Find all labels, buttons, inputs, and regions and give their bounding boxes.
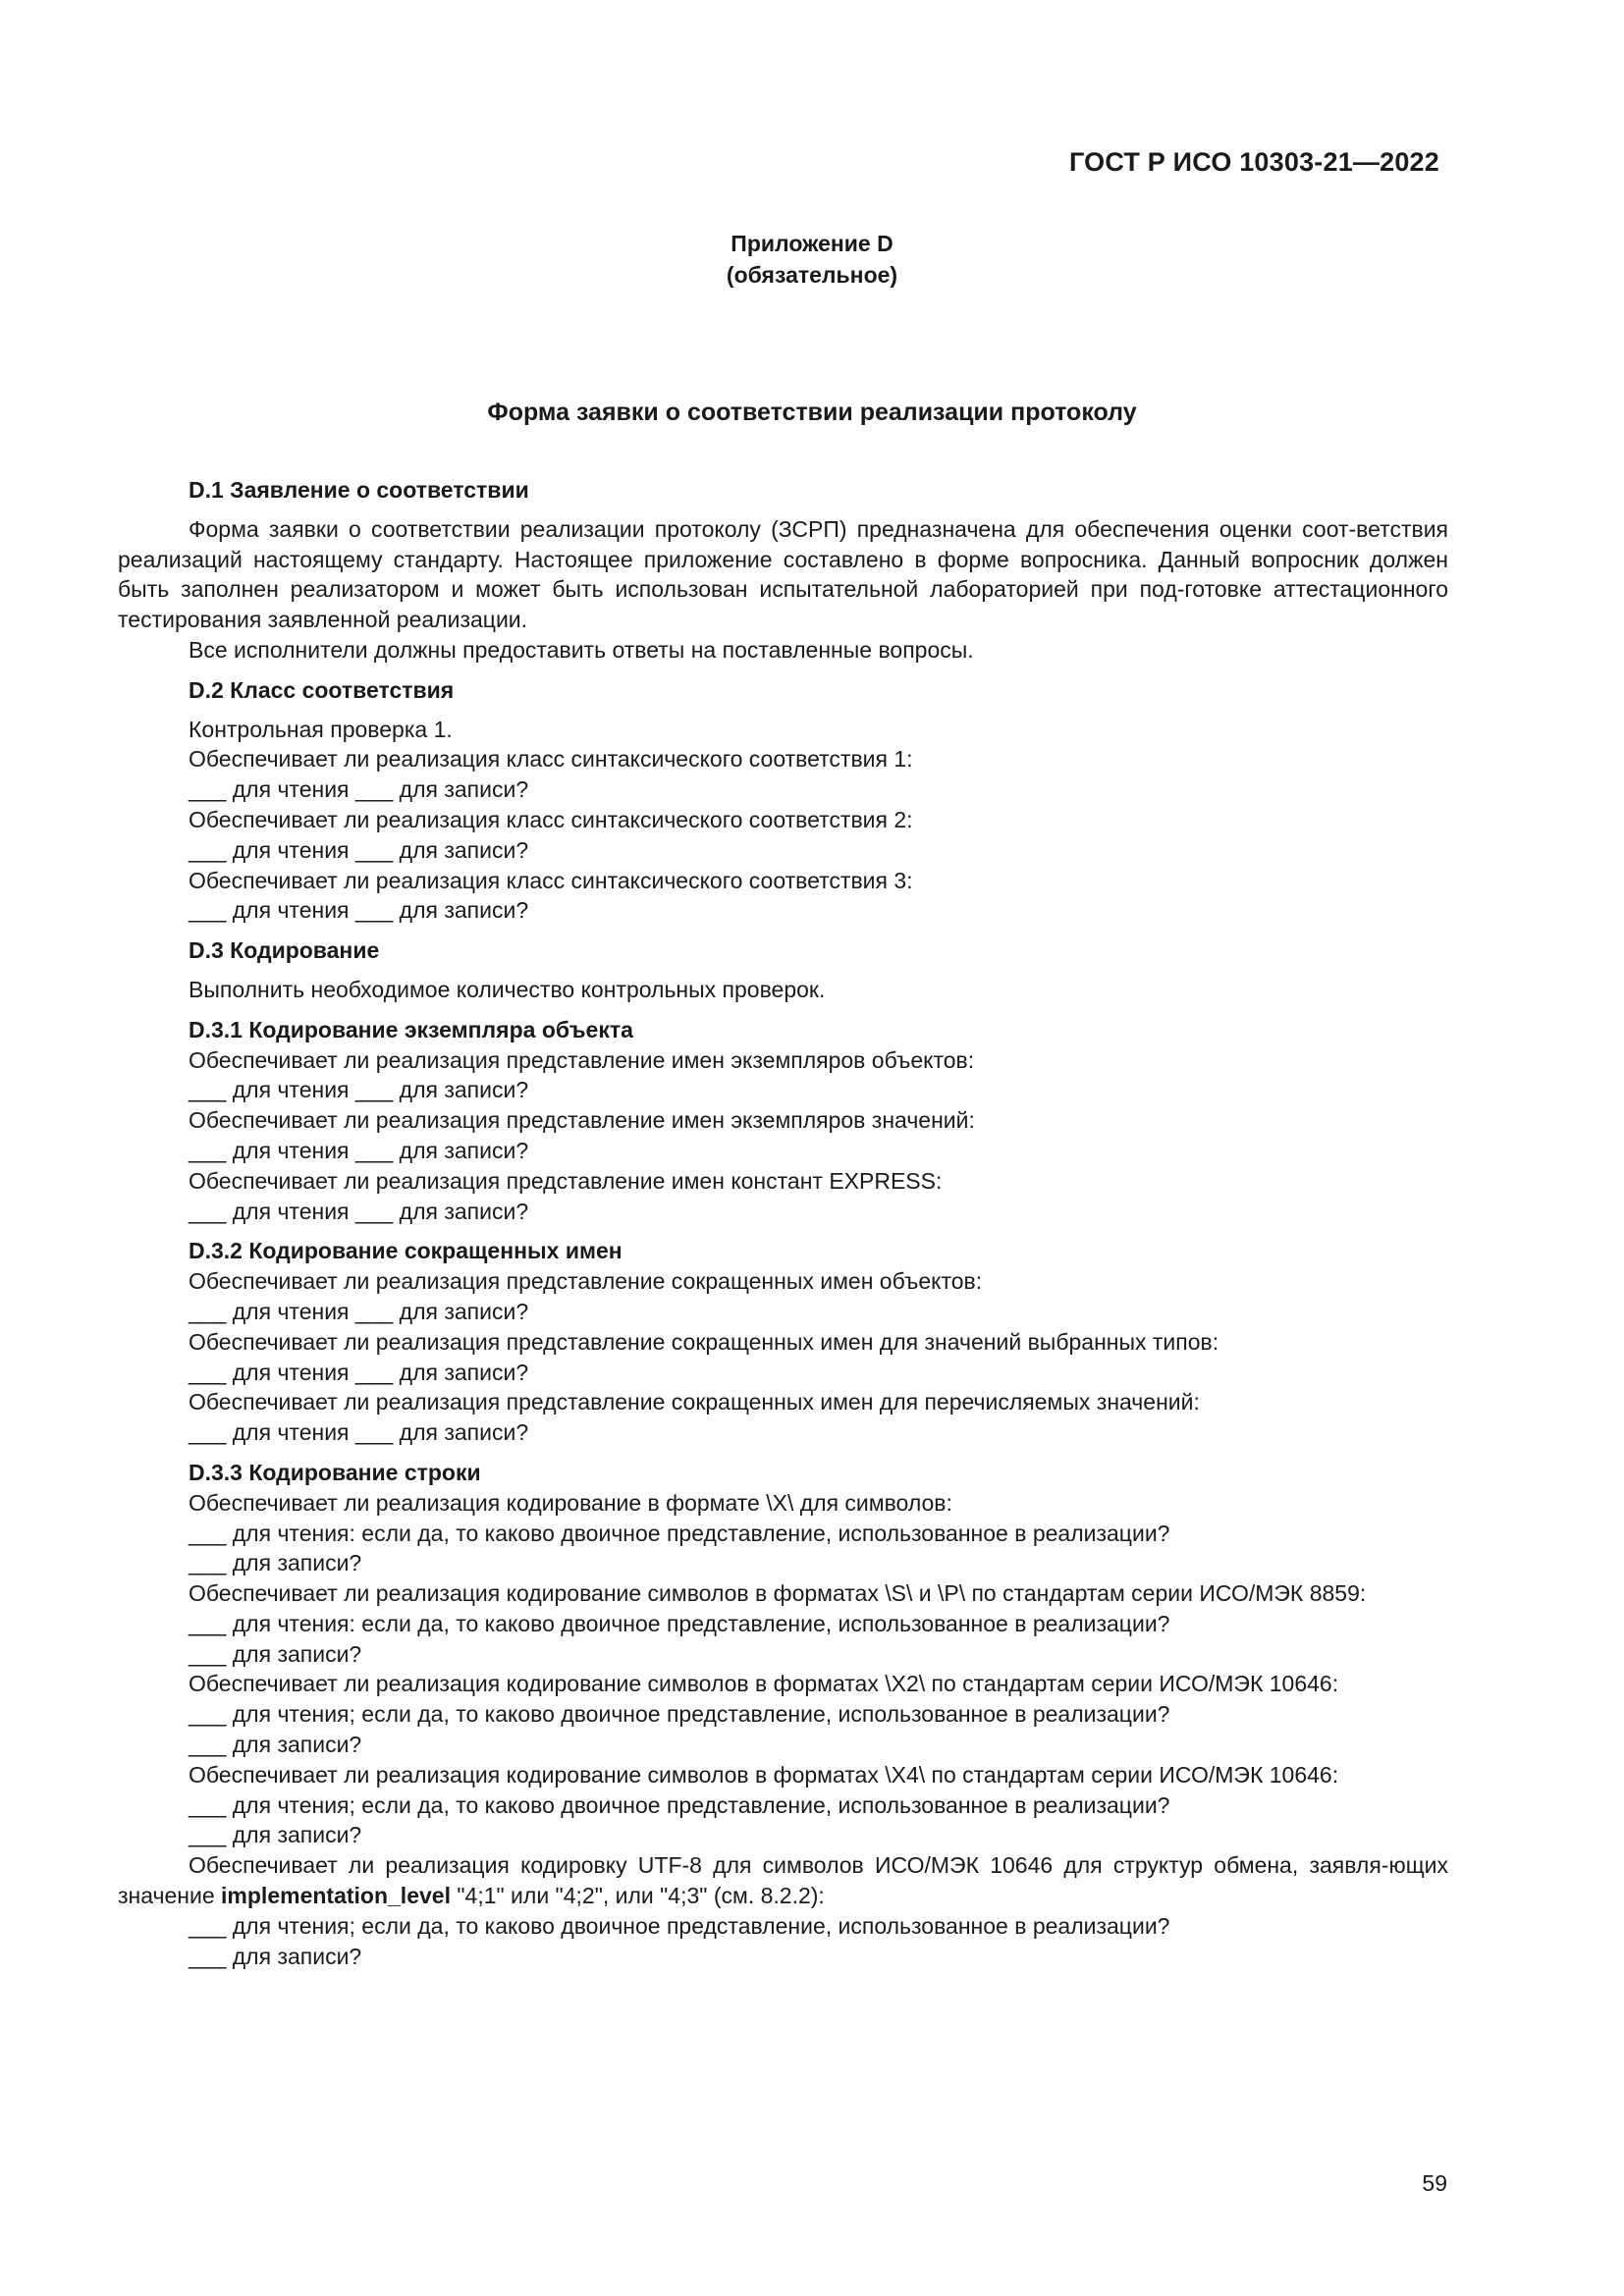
section-d31-heading: D.3.1 Кодирование экземпляра объекта <box>189 1016 633 1042</box>
answer-line: ___ для чтения; если да, то каково двоичное представление, использованное в реализации? <box>189 1912 1170 1939</box>
question: Обеспечивает ли реализация класс синтаксического соответствия 1: <box>189 746 913 773</box>
appendix-status: (обязательное) <box>726 262 898 288</box>
section-d33-heading: D.3.3 Кодирование строки <box>189 1459 481 1485</box>
section-d1-paragraph-2: Все исполнители должны предоставить ответы на поставленные вопросы. <box>189 636 974 663</box>
answer-line: ___ для записи? <box>189 1550 362 1576</box>
answer-line: ___ для записи? <box>189 1732 362 1758</box>
keyword-implementation-level: implementation_level <box>221 1883 451 1909</box>
section-d3-heading: D.3 Кодирование <box>189 937 380 964</box>
question: Обеспечивает ли реализация кодирование в формате \X\ для символов: <box>189 1489 952 1516</box>
answer-line: ___ для чтения: если да, то каково двоичное представление, использованное в реализации? <box>189 1520 1170 1546</box>
answer-line: ___ для чтения ___ для записи? <box>189 776 529 803</box>
answer-line: ___ для чтения ___ для записи? <box>189 836 529 863</box>
question: Обеспечивает ли реализация класс синтаксического соответствия 2: <box>189 806 913 832</box>
answer-line: ___ для чтения ___ для записи? <box>189 1419 529 1446</box>
question-text: "4;1" или "4;2", или "4;3" (см. 8.2.2): <box>450 1883 825 1909</box>
answer-line: ___ для записи? <box>189 1943 362 1969</box>
answer-line: ___ для чтения ___ для записи? <box>189 897 529 924</box>
question: Обеспечивает ли реализация кодирование символов в форматах \X2\ по стандартам серии ИСО/МЭК 10646: <box>189 1671 1339 1697</box>
question: Обеспечивает ли реализация кодирование символов в форматах \X4\ по стандартам серии ИСО/МЭК 10646: <box>189 1761 1339 1788</box>
answer-line: ___ для записи? <box>189 1640 362 1667</box>
section-d1-heading: D.1 Заявление о соответствии <box>189 477 529 503</box>
question: Обеспечивает ли реализация представление сокращенных имен объектов: <box>189 1268 983 1295</box>
answer-line: ___ для чтения; если да, то каково двоичное представление, использованное в реализации? <box>189 1791 1170 1818</box>
document-body <box>118 475 1448 1971</box>
answer-line: ___ для чтения ___ для записи? <box>189 1298 529 1324</box>
section-d3-intro: Выполнить необходимое количество контрольных проверок. <box>189 976 826 1002</box>
question: Обеспечивает ли реализация класс синтаксического соответствия 3: <box>189 867 913 893</box>
page-number: 59 <box>1422 2170 1447 2196</box>
control-check: Контрольная проверка 1. <box>189 716 453 742</box>
answer-line: ___ для записи? <box>189 1822 362 1848</box>
section-d2-heading: D.2 Класс соответствия <box>189 676 455 703</box>
answer-line: ___ для чтения: если да, то каково двоичное представление, использованное в реализации? <box>189 1610 1170 1636</box>
question: Обеспечивает ли реализация представление имен экземпляров объектов: <box>189 1046 975 1073</box>
standard-code: ГОСТ Р ИСО 10303-21—2022 <box>1069 147 1439 177</box>
question: Обеспечивает ли реализация представление имен констант EXPRESS: <box>189 1167 943 1194</box>
document-title: Форма заявки о соответствии реализации протоколу <box>487 399 1137 426</box>
answer-line: ___ для чтения ___ для записи? <box>189 1137 529 1163</box>
question-utf8 <box>118 1850 1448 1911</box>
question: Обеспечивает ли реализация кодирование символов в форматах \S\ и \P\ по стандартам серии ИСО/МЭК 8859: <box>189 1580 1367 1607</box>
appendix-label: Приложение D <box>731 231 893 256</box>
question-text: Обеспечивает ли реализация кодировку UTF-8 для символов ИСО/МЭК 10646 для структур обмена, заявля-ющих значение <box>118 1852 1448 1909</box>
section-d1-paragraph: Форма заявки о соответствии реализации протоколу (ЗСРП) предназначена для обеспечения оценки соот-ветствия реализаций настоящему стандарту. Настоящее приложение составлено в форме вопросника. Данный вопросник должен быть заполнен реализатором и может быть использован испытательной лабораторией при под-готовке аттестационного тестирования заявленной реализации. <box>118 515 1448 633</box>
answer-line: ___ для чтения; если да, то каково двоичное представление, использованное в реализации? <box>189 1701 1170 1728</box>
answer-line: ___ для чтения ___ для записи? <box>189 1359 529 1385</box>
answer-line: ___ для чтения ___ для записи? <box>189 1198 529 1224</box>
question: Обеспечивает ли реализация представление имен экземпляров значений: <box>189 1107 975 1134</box>
question: Обеспечивает ли реализация представление сокращенных имен для значений выбранных типов: <box>189 1328 1219 1355</box>
appendix-heading <box>0 228 1624 291</box>
section-d32-heading: D.3.2 Кодирование сокращенных имен <box>189 1238 623 1264</box>
question: Обеспечивает ли реализация представление сокращенных имен для перечисляемых значений: <box>189 1389 1200 1415</box>
answer-line: ___ для чтения ___ для записи? <box>189 1077 529 1103</box>
